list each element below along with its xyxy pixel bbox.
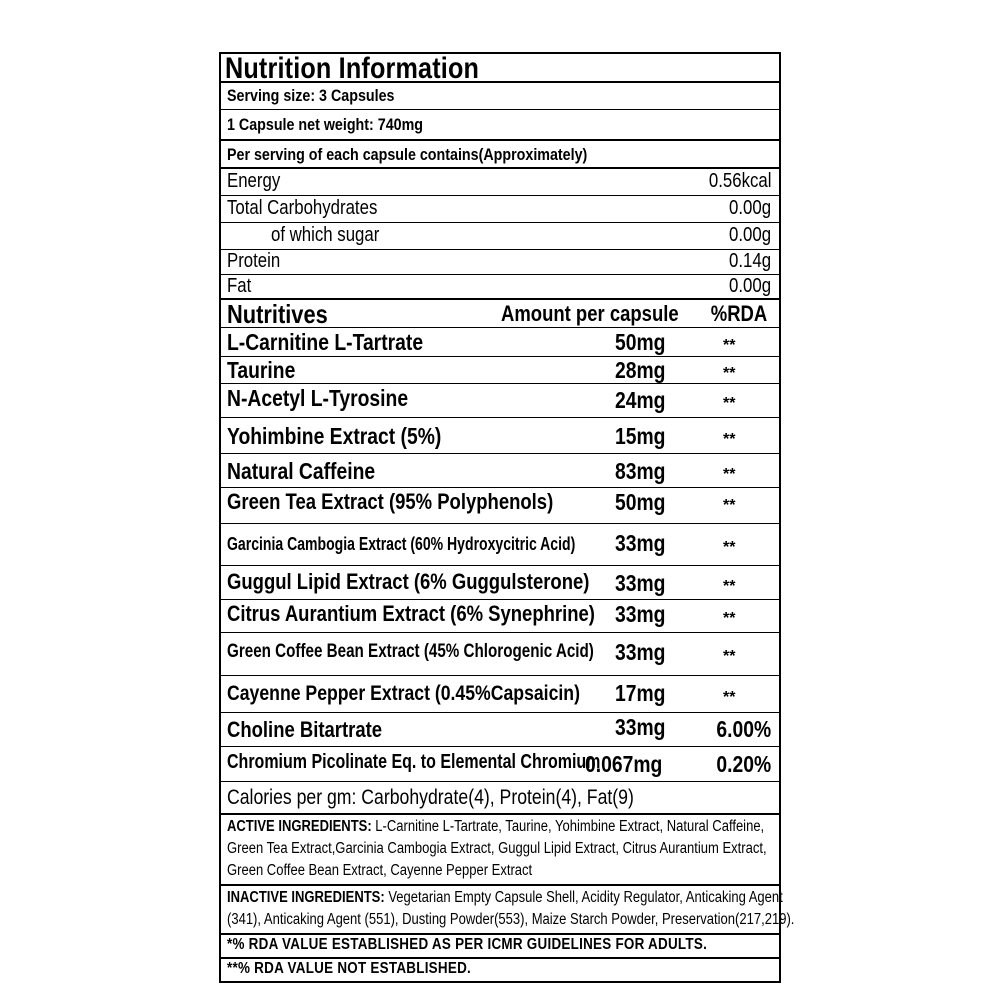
inactive-ingredients-label: INACTIVE INGREDIENTS: bbox=[227, 889, 385, 906]
nutritive-row bbox=[221, 454, 779, 488]
nutritive-amount: 50mg bbox=[615, 329, 666, 355]
serving-size: Serving size: 3 Capsules bbox=[227, 86, 395, 105]
nutritive-row bbox=[221, 600, 779, 633]
nutritive-amount: 24mg bbox=[615, 387, 666, 413]
fat-value: 0.00g bbox=[728, 275, 771, 297]
footnote-2-row bbox=[221, 959, 779, 983]
nutritive-row bbox=[221, 488, 779, 524]
active-ingredients-block bbox=[221, 815, 779, 886]
nutritive-name: Green Tea Extract (95% Polyphenols) bbox=[227, 489, 554, 514]
label-title: Nutrition Information bbox=[225, 52, 480, 85]
nutritive-row bbox=[221, 747, 779, 782]
nutritive-rda: ** bbox=[723, 610, 736, 627]
sugar-label: of which sugar bbox=[271, 224, 380, 246]
nutritive-name: Cayenne Pepper Extract (0.45%Capsaicin) bbox=[227, 682, 580, 705]
nutritive-row bbox=[221, 384, 779, 418]
rda-heading: %RDA bbox=[710, 301, 767, 326]
nutritives-header-row bbox=[221, 300, 779, 328]
amount-heading: Amount per capsule bbox=[501, 301, 679, 326]
nutritive-amount: 33mg bbox=[615, 570, 666, 596]
nutritive-name: Citrus Aurantium Extract (6% Synephrine) bbox=[227, 601, 595, 626]
nutritive-row bbox=[221, 566, 779, 600]
nutritive-row bbox=[221, 357, 779, 384]
per-serving-row bbox=[221, 141, 779, 169]
serving-size-row bbox=[221, 83, 779, 110]
protein-label: Protein bbox=[227, 250, 281, 272]
active-ingredients-label: ACTIVE INGREDIENTS: bbox=[227, 818, 372, 835]
footnote-rda-not-established: **% RDA VALUE NOT ESTABLISHED. bbox=[227, 960, 472, 977]
inactive-ingredients-text: Vegetarian Empty Capsule Shell, Acidity Regulator, Anticaking Agent bbox=[384, 889, 783, 906]
nutritive-name: Taurine bbox=[227, 357, 296, 383]
nutritive-rda: ** bbox=[723, 648, 736, 665]
protein-row bbox=[221, 250, 779, 275]
nutritive-name: Guggul Lipid Extract (6% Guggulsterone) bbox=[227, 569, 590, 594]
nutritive-amount: 17mg bbox=[615, 680, 666, 706]
active-ingredients-line: Green Coffee Bean Extract, Cayenne Pepper Extract bbox=[227, 862, 533, 879]
nutritive-amount: 83mg bbox=[615, 458, 666, 484]
nutritive-row bbox=[221, 633, 779, 676]
net-weight-row bbox=[221, 110, 779, 141]
nutritive-name: Choline Bitartrate bbox=[227, 717, 383, 742]
nutritive-amount: 15mg bbox=[615, 423, 666, 449]
nutritive-rda: ** bbox=[723, 395, 736, 412]
energy-label: Energy bbox=[227, 170, 281, 192]
calories-row bbox=[221, 782, 779, 815]
nutritive-rda: ** bbox=[723, 466, 736, 483]
nutritive-rda: ** bbox=[723, 337, 736, 354]
footnote-1-row bbox=[221, 935, 779, 959]
fat-row bbox=[221, 275, 779, 300]
net-weight: 1 Capsule net weight: 740mg bbox=[227, 115, 424, 134]
nutritive-row bbox=[221, 676, 779, 713]
active-ingredients-line: Green Tea Extract,Garcinia Cambogia Extract, Guggul Lipid Extract, Citrus Aurantium Extract, bbox=[227, 840, 767, 857]
nutritive-rda: ** bbox=[723, 578, 736, 595]
sugar-row bbox=[221, 223, 779, 250]
protein-value: 0.14g bbox=[728, 250, 771, 272]
nutritive-amount: 33mg bbox=[615, 530, 666, 556]
nutritive-rda: ** bbox=[723, 431, 736, 448]
nutritive-name: L-Carnitine L-Tartrate bbox=[227, 329, 424, 355]
inactive-ingredients-line bbox=[227, 887, 783, 910]
nutritive-row bbox=[221, 713, 779, 747]
nutritive-rda: ** bbox=[723, 365, 736, 382]
sugar-value: 0.00g bbox=[728, 224, 771, 246]
title-row bbox=[221, 54, 779, 83]
nutritive-amount: 33mg bbox=[615, 714, 666, 740]
energy-value: 0.56kcal bbox=[708, 170, 771, 192]
nutritive-amount: 0.067mg bbox=[585, 751, 663, 777]
nutritive-rda: 6.00% bbox=[716, 716, 771, 742]
calories-note: Calories per gm: Carbohydrate(4), Protein(4), Fat(9) bbox=[227, 786, 634, 809]
nutritive-name: Natural Caffeine bbox=[227, 458, 376, 484]
nutritives-heading: Nutritives bbox=[227, 299, 328, 329]
nutritive-row bbox=[221, 524, 779, 566]
active-ingredients-text: L-Carnitine L-Tartrate, Taurine, Yohimbine Extract, Natural Caffeine, bbox=[371, 818, 765, 835]
carbs-label: Total Carbohydrates bbox=[227, 197, 378, 219]
nutritive-amount: 50mg bbox=[615, 489, 666, 515]
inactive-ingredients-line: (341), Anticaking Agent (551), Dusting Powder(553), Maize Starch Powder, Preservation(217,219). bbox=[227, 911, 795, 928]
carbs-value: 0.00g bbox=[728, 197, 771, 219]
nutritive-name: N-Acetyl L-Tyrosine bbox=[227, 385, 409, 411]
carbs-row bbox=[221, 196, 779, 223]
nutritive-rda: 0.20% bbox=[716, 751, 771, 777]
nutritive-amount: 28mg bbox=[615, 357, 666, 383]
nutritive-name: Yohimbine Extract (5%) bbox=[227, 423, 442, 449]
nutritive-name: Green Coffee Bean Extract (45% Chlorogenic Acid) bbox=[227, 641, 594, 662]
nutritive-amount: 33mg bbox=[615, 601, 666, 627]
per-serving: Per serving of each capsule contains(Approximately) bbox=[227, 145, 588, 164]
nutritive-row bbox=[221, 418, 779, 454]
nutritive-name: Chromium Picolinate Eq. to Elemental Chromium bbox=[227, 751, 601, 773]
nutritive-rda: ** bbox=[723, 539, 736, 556]
nutritive-rda: ** bbox=[723, 497, 736, 514]
nutritive-amount: 33mg bbox=[615, 639, 666, 665]
inactive-ingredients-block bbox=[221, 886, 795, 935]
nutritive-rda: ** bbox=[723, 689, 736, 706]
active-ingredients-line bbox=[227, 816, 764, 839]
nutritive-name: Garcinia Cambogia Extract (60% Hydroxycitric Acid) bbox=[227, 534, 576, 554]
fat-label: Fat bbox=[227, 275, 252, 297]
nutrition-label bbox=[219, 52, 795, 983]
energy-row bbox=[221, 169, 779, 196]
nutritive-row bbox=[221, 328, 779, 357]
footnote-rda-established: *% RDA VALUE ESTABLISHED AS PER ICMR GUIDELINES FOR ADULTS. bbox=[227, 936, 708, 953]
